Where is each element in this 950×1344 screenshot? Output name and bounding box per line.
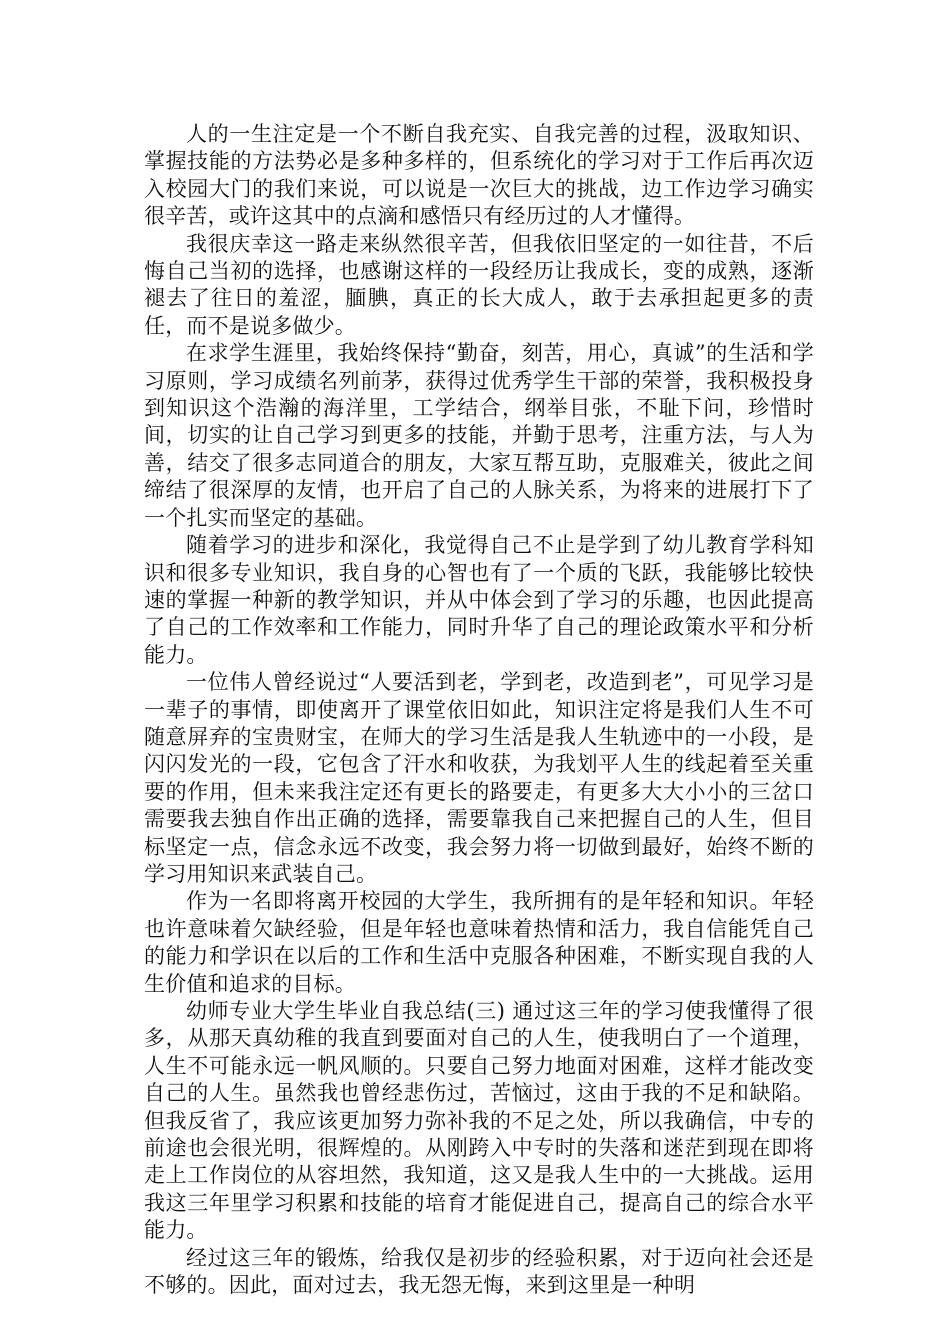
paragraph-3: 在求学生涯里，我始终保持“勤奋，刻苦，用心，真诚”的生活和学习原则，学习成绩名列前茅，获得过优秀学生干部的荣誉，我积极投身到知识这个浩瀚的海洋里，工学结合，纲举目张，不耻下问，珍惜时间，切实的让自己学习到更多的技能，并勤于思考，注重方法，与人为善，结交了很多志同道合的朋友，大家互帮互助，克服难关，彼此之间缔结了很深厚的友情，也开启了自己的人脉关系，为将来的进展打下了一个扎实而坚定的基础。 [144, 341, 814, 530]
paragraph-2: 我很庆幸这一路走来纵然很辛苦，但我依旧坚定的一如往昔，不后悔自己当初的选择，也感谢这样的一段经历让我成长，变的成熟，逐渐褪去了往日的羞涩，腼腆，真正的长大成人，敢于去承担起更多的责任，而不是说多做少。 [144, 231, 814, 338]
paragraph-4: 随着学习的进步和深化，我觉得自己不止是学到了幼儿教育学科知识和很多专业知识，我自身的心智也有了一个质的飞跃，我能够比较快速的掌握一种新的教学知识，并从中体会到了学习的乐趣，也因此提高了自己的工作效率和工作能力，同时升华了自己的理论政策水平和分析能力。 [144, 533, 814, 667]
paragraph-7: 幼师专业大学生毕业自我总结(三) 通过这三年的学习使我懂得了很多，从那天真幼稚的我直到要面对自己的人生，使我明白了一个道理，人生不可能永远一帆风顺的。只要自己努力地面对困难，这样才能改变自己的人生。虽然我也曾经悲伤过，苦恼过，这由于我的不足和缺陷。但我反省了，我应该更加努力弥补我的不足之处，所以我确信，中专的前途也会很光明，很辉煌的。从刚跨入中专时的失落和迷茫到现在即将走上工作岗位的从容坦然，我知道，这又是我人生中的一大挑战。运用我这三年里学习积累和技能的培育才能促进自己，提高自己的综合水平能力。 [144, 999, 814, 1243]
paragraph-1: 人的一生注定是一个不断自我充实、自我完善的过程，汲取知识、掌握技能的方法势必是多种多样的，但系统化的学习对于工作后再次迈入校园大门的我们来说，可以说是一次巨大的挑战，边工作边学习确实很辛苦，或许这其中的点滴和感悟只有经历过的人才懂得。 [144, 122, 814, 229]
paragraph-5: 一位伟人曾经说过“人要活到老，学到老，改造到老”，可见学习是一辈子的事情，即使离开了课堂依旧如此，知识注定将是我们人生不可随意屏弃的宝贵财宝，在师大的学习生活是我人生轨迹中的一小段，是闪闪发光的一段，它包含了汗水和收获，为我划平人生的线起着至关重要的作用，但未来我注定还有更长的路要走，有更多大大小小的三岔口需要我去独自作出正确的选择，需要靠我自己来把握自己的人生，但目标坚定一点，信念永远不改变，我会努力将一切做到最好，始终不断的学习用知识来武装自己。 [144, 670, 814, 886]
document-body [144, 121, 814, 1299]
paragraph-8: 经过这三年的锻炼，给我仅是初步的经验积累，对于迈向社会还是不够的。因此，面对过去，我无怨无悔，来到这里是一种明 [144, 1245, 814, 1298]
paragraph-6: 作为一名即将离开校园的大学生，我所拥有的是年轻和知识。年轻也许意味着欠缺经验，但是年轻也意味着热情和活力，我自信能凭自己的能力和学识在以后的工作和生活中克服各种困难，不断实现自我的人生价值和追求的目标。 [144, 889, 814, 996]
